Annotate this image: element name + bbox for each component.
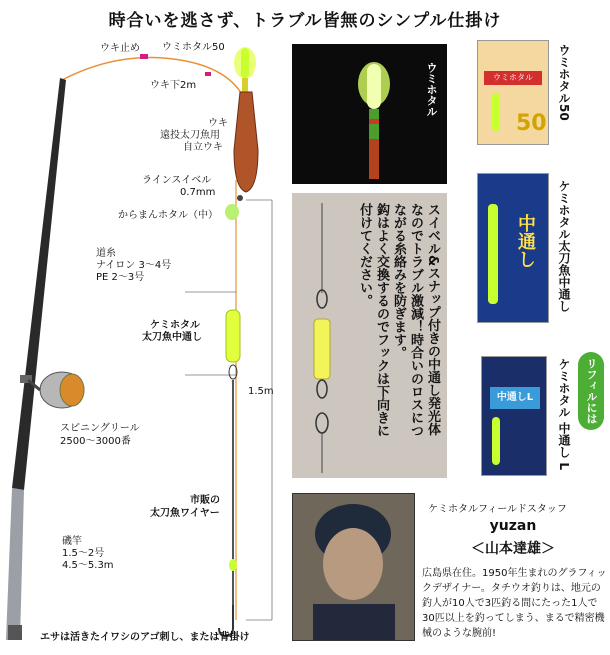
uki-desc1: 遠投太刀魚用 (160, 130, 220, 141)
page-title: 時合いを逃さず、トラブル皆無のシンプル仕掛け (108, 11, 502, 31)
reel-label1: スピニングリール (60, 423, 140, 434)
kemi-label2: 太刀魚中通し (142, 332, 202, 343)
kemi-label1: ケミホタル (150, 320, 200, 331)
rod-label2: 1.5〜2号 (62, 548, 105, 559)
swivel-size: 0.7mm (180, 187, 216, 198)
product-umihotaru50 (477, 40, 549, 145)
uki-stop-marker-2 (205, 72, 211, 76)
pkg3-title: 中通しL (490, 387, 540, 409)
pkg1-stick (492, 93, 500, 131)
feature-text (356, 203, 441, 473)
uki-stop-label: ウキ止め (100, 43, 140, 54)
staff-heading: ケミホタルフィールドスタッフ (428, 504, 567, 515)
refill-badge: リフィルには (578, 352, 604, 430)
pe-label: PE 2〜3号 (96, 272, 145, 283)
karaman-label: からまんホタル（中） (118, 210, 218, 221)
staff-bio: 広島県在住。1950年生まれのグラフィックデザイナー。タチウオ釣りは、地元の釣人が10人で3匹釣る間にたった1人で30匹以上を釣ってしまう、まるで精密機械のような腕前! (422, 568, 607, 639)
karaman-hotaru (225, 204, 239, 220)
rod-butt (6, 488, 24, 640)
reel-label2: 2500〜3000番 (60, 436, 131, 447)
pkg2-title: 中通し (515, 214, 536, 268)
umihotaru50-label: ウミホタル50 (162, 42, 225, 53)
feature-line-4: 鈎はよく交換するのでフックは下向きに (374, 203, 389, 437)
photo-caption: ウミホタル (425, 62, 438, 117)
wire-bead (229, 559, 237, 571)
feature-line-3: ながる糸絡みを防ぎます。 (391, 203, 406, 359)
product-kemi-nakadoshi (477, 173, 549, 323)
michi-ito-label: 道糸 (96, 248, 116, 259)
feature-line-2: なのでトラブル激減！時合いのロスにつ (408, 203, 423, 437)
product-kemi-nakadoshi-l (481, 356, 547, 476)
product-3-label: ケミホタル 中通し L (557, 358, 571, 471)
bait-note: エサは活きたイワシのアゴ刺し、または背掛け (40, 632, 250, 643)
staff-name-jp: ＜山本達雄＞ (471, 541, 555, 557)
product-1-label: ウミホタル50 (557, 44, 571, 121)
rod-body (12, 78, 66, 490)
swivel-label: ラインスイベル (142, 175, 212, 186)
float-stem (242, 78, 248, 92)
uki-desc2: 自立ウキ (183, 142, 223, 153)
pkg3-stick (492, 417, 500, 465)
umihotaru-stick (241, 48, 249, 78)
line-swivel (237, 195, 243, 201)
feature-line-5: 付けてください。 (357, 203, 372, 307)
staff-name-en: yuzan (489, 518, 537, 534)
rod-label3: 4.5〜5.3m (62, 560, 114, 571)
feature-panel (292, 193, 447, 478)
main-line (62, 58, 245, 101)
wire-label1: 市販の (190, 495, 220, 506)
umihotaru-photo (292, 44, 447, 184)
staff-photo (292, 493, 415, 641)
rod-label1: 磯竿 (62, 536, 82, 547)
pkg1-number: 50 (516, 111, 547, 136)
product-2-label: ケミホタル太刀魚中通し (557, 180, 571, 312)
uki-shita-label: ウキ下2m (150, 80, 197, 91)
float-body (234, 92, 258, 192)
pkg1-brand: ウミホタル (484, 71, 542, 85)
kemihotaru-stick (226, 310, 240, 362)
feature-line-1: スイベル&スナップ付きの中通し発光体 (425, 203, 440, 436)
pkg2-stick (488, 204, 498, 304)
uki-stop-marker (140, 54, 148, 59)
wire-label2: 太刀魚ワイヤー (150, 508, 220, 519)
rod-end-cap (8, 625, 22, 640)
uki-label: ウキ (208, 118, 228, 129)
length-label: 1.5m (248, 386, 274, 397)
nylon-label: ナイロン 3〜4号 (96, 260, 172, 271)
